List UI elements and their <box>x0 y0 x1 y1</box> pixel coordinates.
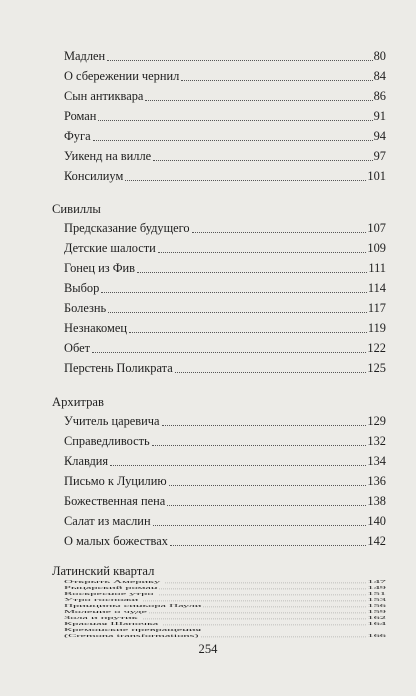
dot-leader <box>108 311 367 313</box>
page-ref: 136 <box>367 474 386 488</box>
toc-entry: Болезнь 117 <box>64 301 386 315</box>
dot-leader <box>140 601 366 602</box>
page-ref: 84 <box>373 69 386 83</box>
dot-leader <box>110 464 366 466</box>
toc-entry: Выбор 114 <box>64 281 386 295</box>
page-ref: 91 <box>373 109 386 123</box>
dot-leader <box>170 544 367 546</box>
page-ref: 134 <box>367 454 386 468</box>
dot-leader <box>92 351 366 353</box>
page-ref: 86 <box>373 89 386 103</box>
toc-entry: Перстень Поликрата 125 <box>64 361 386 375</box>
page-ref: 138 <box>367 494 386 508</box>
toc-entry: Письмо к Луцилию 136 <box>64 474 386 488</box>
section-title: Архитрав <box>52 395 104 409</box>
toc-entry: О малых божествах 142 <box>64 534 386 548</box>
page-ref: 162 <box>367 615 386 620</box>
section-title: Латинский квартал <box>52 564 155 578</box>
page-ref: 142 <box>367 534 386 548</box>
toc-entry: Кремонские превращения <box>64 627 202 632</box>
dot-leader <box>175 371 367 373</box>
toc-entry: Незнакомец 119 <box>64 321 386 335</box>
page-ref: 119 <box>367 321 386 335</box>
page-number: 254 <box>198 642 218 656</box>
dot-leader <box>169 484 367 486</box>
toc-entry: Роман 91 <box>64 109 386 123</box>
dot-leader <box>140 619 367 620</box>
dot-leader <box>162 424 367 426</box>
page-ref: 153 <box>367 597 386 602</box>
dot-leader <box>98 119 372 121</box>
toc-entry: Фуга 94 <box>64 129 386 143</box>
page-ref: 107 <box>367 221 386 235</box>
toc-entry: Справедливость 132 <box>64 434 386 448</box>
toc-entry: Сын антиквара 86 <box>64 89 386 103</box>
dot-leader <box>156 595 367 596</box>
page-ref: 132 <box>367 434 386 448</box>
toc-entry: Мадлен 80 <box>64 49 386 63</box>
toc-section-3-entries <box>0 578 416 638</box>
dot-leader <box>160 625 366 626</box>
toc-entry: Учитель царевича 129 <box>64 414 386 428</box>
toc-entry: Зола и прутик 162 <box>64 615 386 620</box>
page-ref: 80 <box>373 49 386 63</box>
page-ref: 149 <box>367 585 386 590</box>
dot-leader <box>152 444 367 446</box>
dot-leader <box>93 139 373 141</box>
dot-leader <box>201 637 367 638</box>
toc-entry: Обет 122 <box>64 341 386 355</box>
dot-leader <box>153 524 367 526</box>
dot-leader <box>153 159 372 161</box>
toc-entry: Красная Шапочка 164 <box>64 621 386 626</box>
toc-entry: Уикенд на вилле 97 <box>64 149 386 163</box>
toc-entry: Божественная пена 138 <box>64 494 386 508</box>
section-title: Сивиллы <box>52 202 101 216</box>
toc-entry: Клавдия 134 <box>64 454 386 468</box>
page-ref: 111 <box>368 261 386 275</box>
toc-entry: Детские шалости 109 <box>64 241 386 255</box>
toc-entry: О сбережении чернил 84 <box>64 69 386 83</box>
toc-entry: Консилиум 101 <box>64 169 386 183</box>
dot-leader <box>158 251 367 253</box>
page-ref: 147 <box>367 579 386 584</box>
page-ref: 94 <box>373 129 386 143</box>
dot-leader <box>137 271 367 273</box>
page-ref: 117 <box>367 301 386 315</box>
dot-leader <box>129 331 367 333</box>
dot-leader <box>162 583 366 584</box>
toc-entry: Моление о чуде 159 <box>64 609 386 614</box>
dot-leader <box>125 179 366 181</box>
page-ref: 164 <box>367 621 386 626</box>
page-ref: 97 <box>373 149 386 163</box>
page-ref: 101 <box>367 169 386 183</box>
page-ref: 109 <box>367 241 386 255</box>
dot-leader <box>203 607 366 608</box>
dot-leader <box>167 504 366 506</box>
page-ref: 156 <box>367 603 386 608</box>
toc-entry: Гонец из Фив 111 <box>64 261 386 275</box>
page-ref: 151 <box>367 591 386 596</box>
page-ref: 114 <box>367 281 386 295</box>
toc-entry: Рыцарский роман 149 <box>64 585 386 590</box>
dot-leader <box>149 613 366 614</box>
dot-leader <box>101 291 367 293</box>
dot-leader <box>107 59 372 61</box>
toc-entry: Салат из маслин 140 <box>64 514 386 528</box>
dot-leader <box>159 589 366 590</box>
page-ref: 140 <box>367 514 386 528</box>
page-ref: 159 <box>367 609 386 614</box>
page-ref: 125 <box>367 361 386 375</box>
page-ref: 129 <box>367 414 386 428</box>
dot-leader <box>181 79 372 81</box>
toc-entry: Принципы синьора Паули 156 <box>64 603 386 608</box>
page-ref: 166 <box>367 633 386 638</box>
toc-entry: Открыть Америку 147 <box>64 579 386 584</box>
toc-entry: Утро госпожи 153 <box>64 597 386 602</box>
toc-entry: Воскресное утро 151 <box>64 591 386 596</box>
toc-entry: Предсказание будущего 107 <box>64 221 386 235</box>
page-ref: 122 <box>367 341 386 355</box>
toc-entry: (Cremona transformations) 166 <box>64 633 386 638</box>
dot-leader <box>192 231 367 233</box>
dot-leader <box>145 99 372 101</box>
